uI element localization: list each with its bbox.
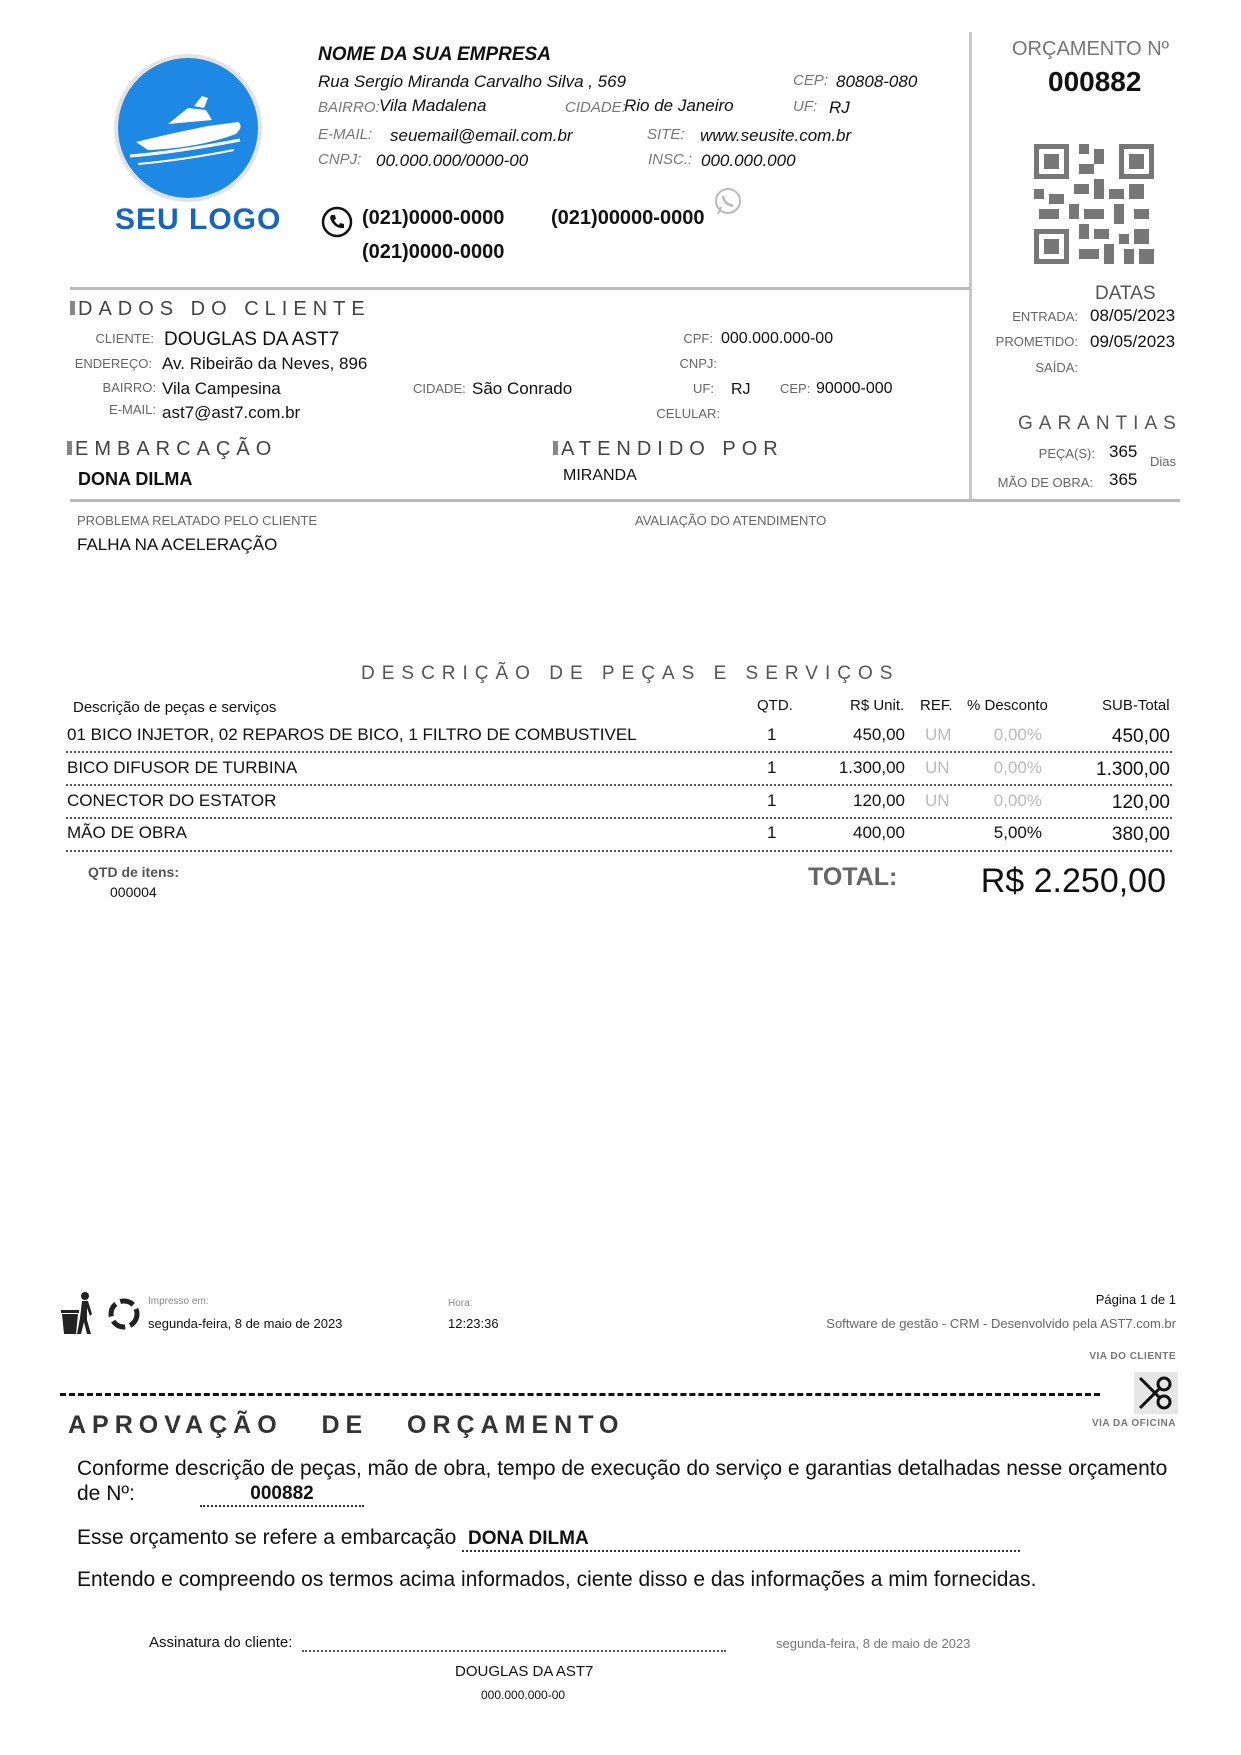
company-cnpj-label: CNPJ: <box>318 151 362 168</box>
approval-title: APROVAÇÃO DE ORÇAMENTO <box>68 1411 625 1439</box>
total-label: TOTAL: <box>808 863 898 891</box>
row-1-ref: UM <box>925 725 952 744</box>
company-name: NOME DA SUA EMPRESA <box>318 44 551 65</box>
client-name: DOUGLAS DA AST7 <box>164 329 340 350</box>
qr-code <box>1034 144 1154 269</box>
row-2-desc: BICO DIFUSOR DE TURBINA <box>67 758 298 777</box>
company-bairro: Vila Madalena <box>379 96 487 115</box>
software-credit: Software de gestão - CRM - Desenvolvido pela AST7.com.br <box>826 1316 1176 1331</box>
company-cnpj: 00.000.000/0000-00 <box>376 151 529 170</box>
client-cidade: São Conrado <box>472 379 573 398</box>
guarantee-pecas: 365 <box>1109 442 1138 461</box>
saida-label: SAÍDA: <box>1035 360 1078 375</box>
client-cpf: 000.000.000-00 <box>721 330 834 347</box>
row-1-disc: 0,00% <box>993 725 1042 744</box>
row-1-unit: 450,00 <box>853 725 905 744</box>
company-uf: RJ <box>829 98 850 117</box>
client-bairro-label: BAIRRO: <box>102 380 156 395</box>
items-count: 000004 <box>110 884 157 900</box>
row-3-qtd: 1 <box>767 791 777 810</box>
row-2-ref: UN <box>925 758 950 777</box>
company-email: seuemail@email.com.br <box>390 126 573 145</box>
phone-icon <box>320 205 354 244</box>
company-cep: 80808-080 <box>836 72 918 91</box>
client-cidade-label: CIDADE: <box>413 381 466 396</box>
evaluation-label: AVALIAÇÃO DO ATENDIMENTO <box>635 513 827 528</box>
row-4-separator <box>66 850 1172 852</box>
problem-text: FALHA NA ACELERAÇÃO <box>77 535 278 554</box>
row-3-disc: 0,00% <box>993 791 1042 810</box>
phone-3: (021)0000-0000 <box>362 241 505 263</box>
row-2-separator <box>66 784 1172 786</box>
company-address: Rua Sergio Miranda Carvalho Silva , 569 <box>318 72 627 91</box>
client-cnpj-label: CNPJ: <box>679 356 717 371</box>
approval-line-1: Conforme descrição de peças, mão de obra, tempo de execução do serviço e garantias detalhadas nesse orçamento <box>77 1457 1168 1480</box>
prometido-date: 09/05/2023 <box>1090 332 1176 351</box>
client-section-title: DADOS DO CLIENTE <box>70 298 371 321</box>
row-4-qtd: 1 <box>767 823 777 842</box>
guarantee-pecas-label: PEÇA(S): <box>1038 446 1095 461</box>
client-section-divider <box>70 499 1180 502</box>
client-bairro: Vila Campesina <box>162 379 281 398</box>
row-2-disc: 0,00% <box>993 758 1042 777</box>
client-address-label: ENDEREÇO: <box>74 356 152 371</box>
col-header-disc: % Desconto <box>967 697 1048 714</box>
signature-label: Assinatura do cliente: <box>149 1634 293 1651</box>
trash-recycle-icon <box>60 1290 142 1341</box>
signer-doc: 000.000.000-00 <box>481 1688 566 1702</box>
client-cpf-label: CPF: <box>683 331 713 346</box>
client-uf: RJ <box>731 381 751 398</box>
attended-section-title: ATENDIDO POR <box>553 438 784 461</box>
services-title: DESCRIÇÃO DE PEÇAS E SERVIÇOS <box>361 663 900 684</box>
guarantees-title: GARANTIAS <box>1018 413 1182 434</box>
row-4-sub: 380,00 <box>1111 824 1170 845</box>
signature-line[interactable] <box>302 1650 726 1652</box>
print-time: 12:23:36 <box>448 1316 499 1331</box>
company-email-label: E-MAIL: <box>318 126 373 143</box>
attended-name: MIRANDA <box>563 467 637 484</box>
col-header-unit: R$ Unit. <box>850 697 905 714</box>
phone-2: (021)00000-0000 <box>551 207 705 229</box>
row-2-unit: 1.300,00 <box>838 758 905 777</box>
row-1-qtd: 1 <box>767 725 777 744</box>
row-2-qtd: 1 <box>767 758 777 777</box>
client-uf-label: UF: <box>693 381 714 396</box>
right-panel-divider <box>969 32 972 500</box>
prometido-label: PROMETIDO: <box>995 334 1078 349</box>
quote-number: 000882 <box>1048 66 1142 97</box>
entrada-label: ENTRADA: <box>1012 309 1078 324</box>
guarantee-mao-label: MÃO DE OBRA: <box>997 475 1093 490</box>
logo-text: SEU LOGO <box>115 203 282 236</box>
row-3-unit: 120,00 <box>853 791 905 810</box>
page-number: Página 1 de 1 <box>1095 1292 1176 1307</box>
company-insc: 000.000.000 <box>701 151 796 170</box>
client-email: ast7@ast7.com.br <box>162 403 301 422</box>
row-1-sub: 450,00 <box>1111 726 1170 747</box>
total-value: R$ 2.250,00 <box>980 862 1166 900</box>
problem-label: PROBLEMA RELATADO PELO CLIENTE <box>77 513 318 528</box>
approval-vessel: DONA DILMA <box>462 1528 1020 1552</box>
company-cep-label: CEP: <box>793 72 829 89</box>
phone-1: (021)0000-0000 <box>362 207 505 229</box>
company-site: www.seusite.com.br <box>700 126 852 145</box>
client-email-label: E-MAIL: <box>109 402 156 417</box>
printed-date: segunda-feira, 8 de maio de 2023 <box>148 1316 343 1331</box>
time-label: Hora: <box>448 1298 473 1309</box>
cut-line <box>60 1393 1100 1396</box>
approval-line-3: Entendo e compreendo os termos acima informados, ciente disso e das informações a mim fornecidas. <box>77 1568 1037 1591</box>
client-cep-label: CEP: <box>780 381 811 396</box>
row-4-desc: MÃO DE OBRA <box>67 823 187 842</box>
col-header-ref: REF. <box>920 697 953 714</box>
dates-title: DATAS <box>1095 283 1156 304</box>
row-3-separator <box>66 817 1172 819</box>
row-3-sub: 120,00 <box>1111 792 1170 813</box>
scissors-icon <box>1134 1372 1178 1419</box>
row-2-sub: 1.300,00 <box>1096 759 1170 780</box>
col-header-qtd: QTD. <box>757 697 793 714</box>
entrada-date: 08/05/2023 <box>1090 306 1176 325</box>
client-name-label: CLIENTE: <box>95 331 154 346</box>
approval-line-1b: de Nº: <box>77 1482 135 1505</box>
via-oficina: VIA DA OFICINA <box>1091 1418 1176 1429</box>
signature-date: segunda-feira, 8 de maio de 2023 <box>776 1636 971 1651</box>
printed-label: Impresso em: <box>148 1296 209 1307</box>
company-cidade-label: CIDADE: <box>565 99 626 116</box>
company-insc-label: INSC.: <box>648 151 693 168</box>
row-3-ref: UN <box>925 791 950 810</box>
approval-line-2: Esse orçamento se refere a embarcação <box>77 1526 457 1549</box>
company-site-label: SITE: <box>647 126 685 143</box>
whatsapp-icon <box>712 186 744 223</box>
client-cep: 90000-000 <box>816 380 893 397</box>
quote-label: ORÇAMENTO Nº <box>1012 38 1169 60</box>
row-4-disc: 5,00% <box>993 823 1042 842</box>
row-3-desc: CONECTOR DO ESTATOR <box>67 791 277 810</box>
row-4-unit: 400,00 <box>853 823 905 842</box>
client-address: Av. Ribeirão da Neves, 896 <box>162 354 368 373</box>
client-celular-label: CELULAR: <box>656 406 720 421</box>
col-header-desc: Descrição de peças e serviços <box>73 699 277 716</box>
header-divider <box>70 287 970 290</box>
guarantee-unit: Dias <box>1150 454 1177 469</box>
col-header-sub: SUB-Total <box>1102 697 1170 714</box>
row-1-separator <box>66 751 1172 753</box>
guarantee-mao: 365 <box>1109 470 1138 489</box>
company-uf-label: UF: <box>793 98 818 115</box>
vessel-name: DONA DILMA <box>78 469 193 489</box>
company-cidade: Rio de Janeiro <box>624 96 734 115</box>
row-1-desc: 01 BICO INJETOR, 02 REPAROS DE BICO, 1 FILTRO DE COMBUSTIVEL <box>67 725 637 744</box>
approval-number: 000882 <box>200 1483 364 1507</box>
items-count-label: QTD de itens: <box>88 864 180 880</box>
company-bairro-label: BAIRRO: <box>318 99 380 116</box>
signer-name: DOUGLAS DA AST7 <box>455 1663 594 1680</box>
via-cliente: VIA DO CLIENTE <box>1089 1351 1176 1362</box>
vessel-section-title: EMBARCAÇÃO <box>67 438 277 461</box>
